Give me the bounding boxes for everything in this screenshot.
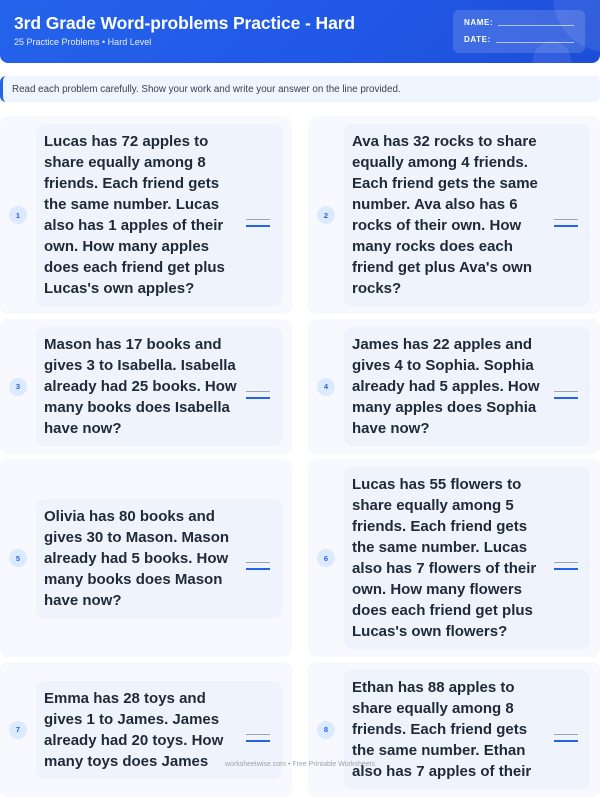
problems-grid xyxy=(0,116,600,797)
answer-line xyxy=(554,734,578,742)
date-field xyxy=(464,35,574,45)
instructions-text: Read each problem carefully. Show your work and write your answer on the line provided. xyxy=(12,83,401,95)
problem-question-box xyxy=(344,124,590,306)
name-line xyxy=(498,25,574,26)
problem-text: James has 22 apples and gives 4 to Sophia. Sophia already had 5 apples. How many apples does Sophia have now? xyxy=(352,336,540,437)
problem-number-badge: 6 xyxy=(317,549,335,567)
problem-text: Olivia has 80 books and gives 30 to Mason. Mason already had 5 books. How many books does Mason have now? xyxy=(44,507,230,609)
name-date-box xyxy=(453,10,585,53)
date-line xyxy=(496,42,574,43)
problem-number-badge: 8 xyxy=(317,721,335,739)
answer-line xyxy=(246,391,270,399)
problem-card xyxy=(308,662,600,797)
problem-number-badge: 4 xyxy=(317,378,335,396)
problem-card xyxy=(308,116,600,314)
page-title: 3rd Grade Word-problems Practice - Hard xyxy=(14,13,356,33)
instructions-box xyxy=(0,76,600,102)
problem-question-box xyxy=(344,467,590,649)
answer-line xyxy=(246,562,270,570)
problem-card xyxy=(0,319,292,454)
answer-line xyxy=(554,219,578,227)
problem-question-box xyxy=(36,124,282,306)
problem-number-badge: 7 xyxy=(9,721,27,739)
date-label: DATE: xyxy=(464,35,491,44)
problem-question-box xyxy=(344,327,590,446)
problem-number-badge: 3 xyxy=(9,378,27,396)
problem-text: Ethan has 88 apples to share equally among 8 friends. Each friend gets the same number. Ethan also has 7 apples of their xyxy=(352,679,532,780)
problem-card xyxy=(0,116,292,314)
answer-line xyxy=(246,219,270,227)
problem-number-badge: 1 xyxy=(9,206,27,224)
answer-line xyxy=(246,734,270,742)
problem-question-box xyxy=(36,499,282,618)
problem-text: Mason has 17 books and gives 3 to Isabella. Isabella already had 25 books. How many books does Isabella have now? xyxy=(44,336,237,437)
answer-line xyxy=(554,391,578,399)
problem-number-badge: 5 xyxy=(9,549,27,567)
problem-card xyxy=(0,662,292,797)
problem-card xyxy=(308,459,600,657)
problem-text: Ava has 32 rocks to share equally among 4 friends. Each friend gets the same number. Ava also has 6 rocks of their own. How many rocks does each friend get plus Ava's own rocks? xyxy=(352,133,538,297)
problem-number-badge: 2 xyxy=(317,206,335,224)
page-subtitle: 25 Practice Problems • Hard Level xyxy=(14,37,152,47)
footer-text: worksheetwise.com • Free Printable Worksheets xyxy=(224,761,376,768)
name-label: NAME: xyxy=(464,18,494,27)
problem-text: Lucas has 55 flowers to share equally among 5 friends. Each friend gets the same number. Lucas also has 7 flowers of their own. How many flowers does each friend get plus Lucas's own flowers? xyxy=(352,476,537,640)
problem-text: Lucas has 72 apples to share equally among 8 friends. Each friend gets the same number. Lucas also has 1 apples of their own. How many apples does each friend get plus Lucas's own apples? xyxy=(44,133,225,297)
problem-card xyxy=(308,319,600,454)
problem-card xyxy=(0,459,292,657)
problem-question-box xyxy=(36,327,282,446)
answer-line xyxy=(554,562,578,570)
problem-text: Emma has 28 toys and gives 1 to James. James already had 20 toys. How many toys does James xyxy=(44,689,224,770)
name-field xyxy=(464,18,574,28)
worksheet-header xyxy=(0,0,600,63)
problem-question-box xyxy=(344,670,590,789)
